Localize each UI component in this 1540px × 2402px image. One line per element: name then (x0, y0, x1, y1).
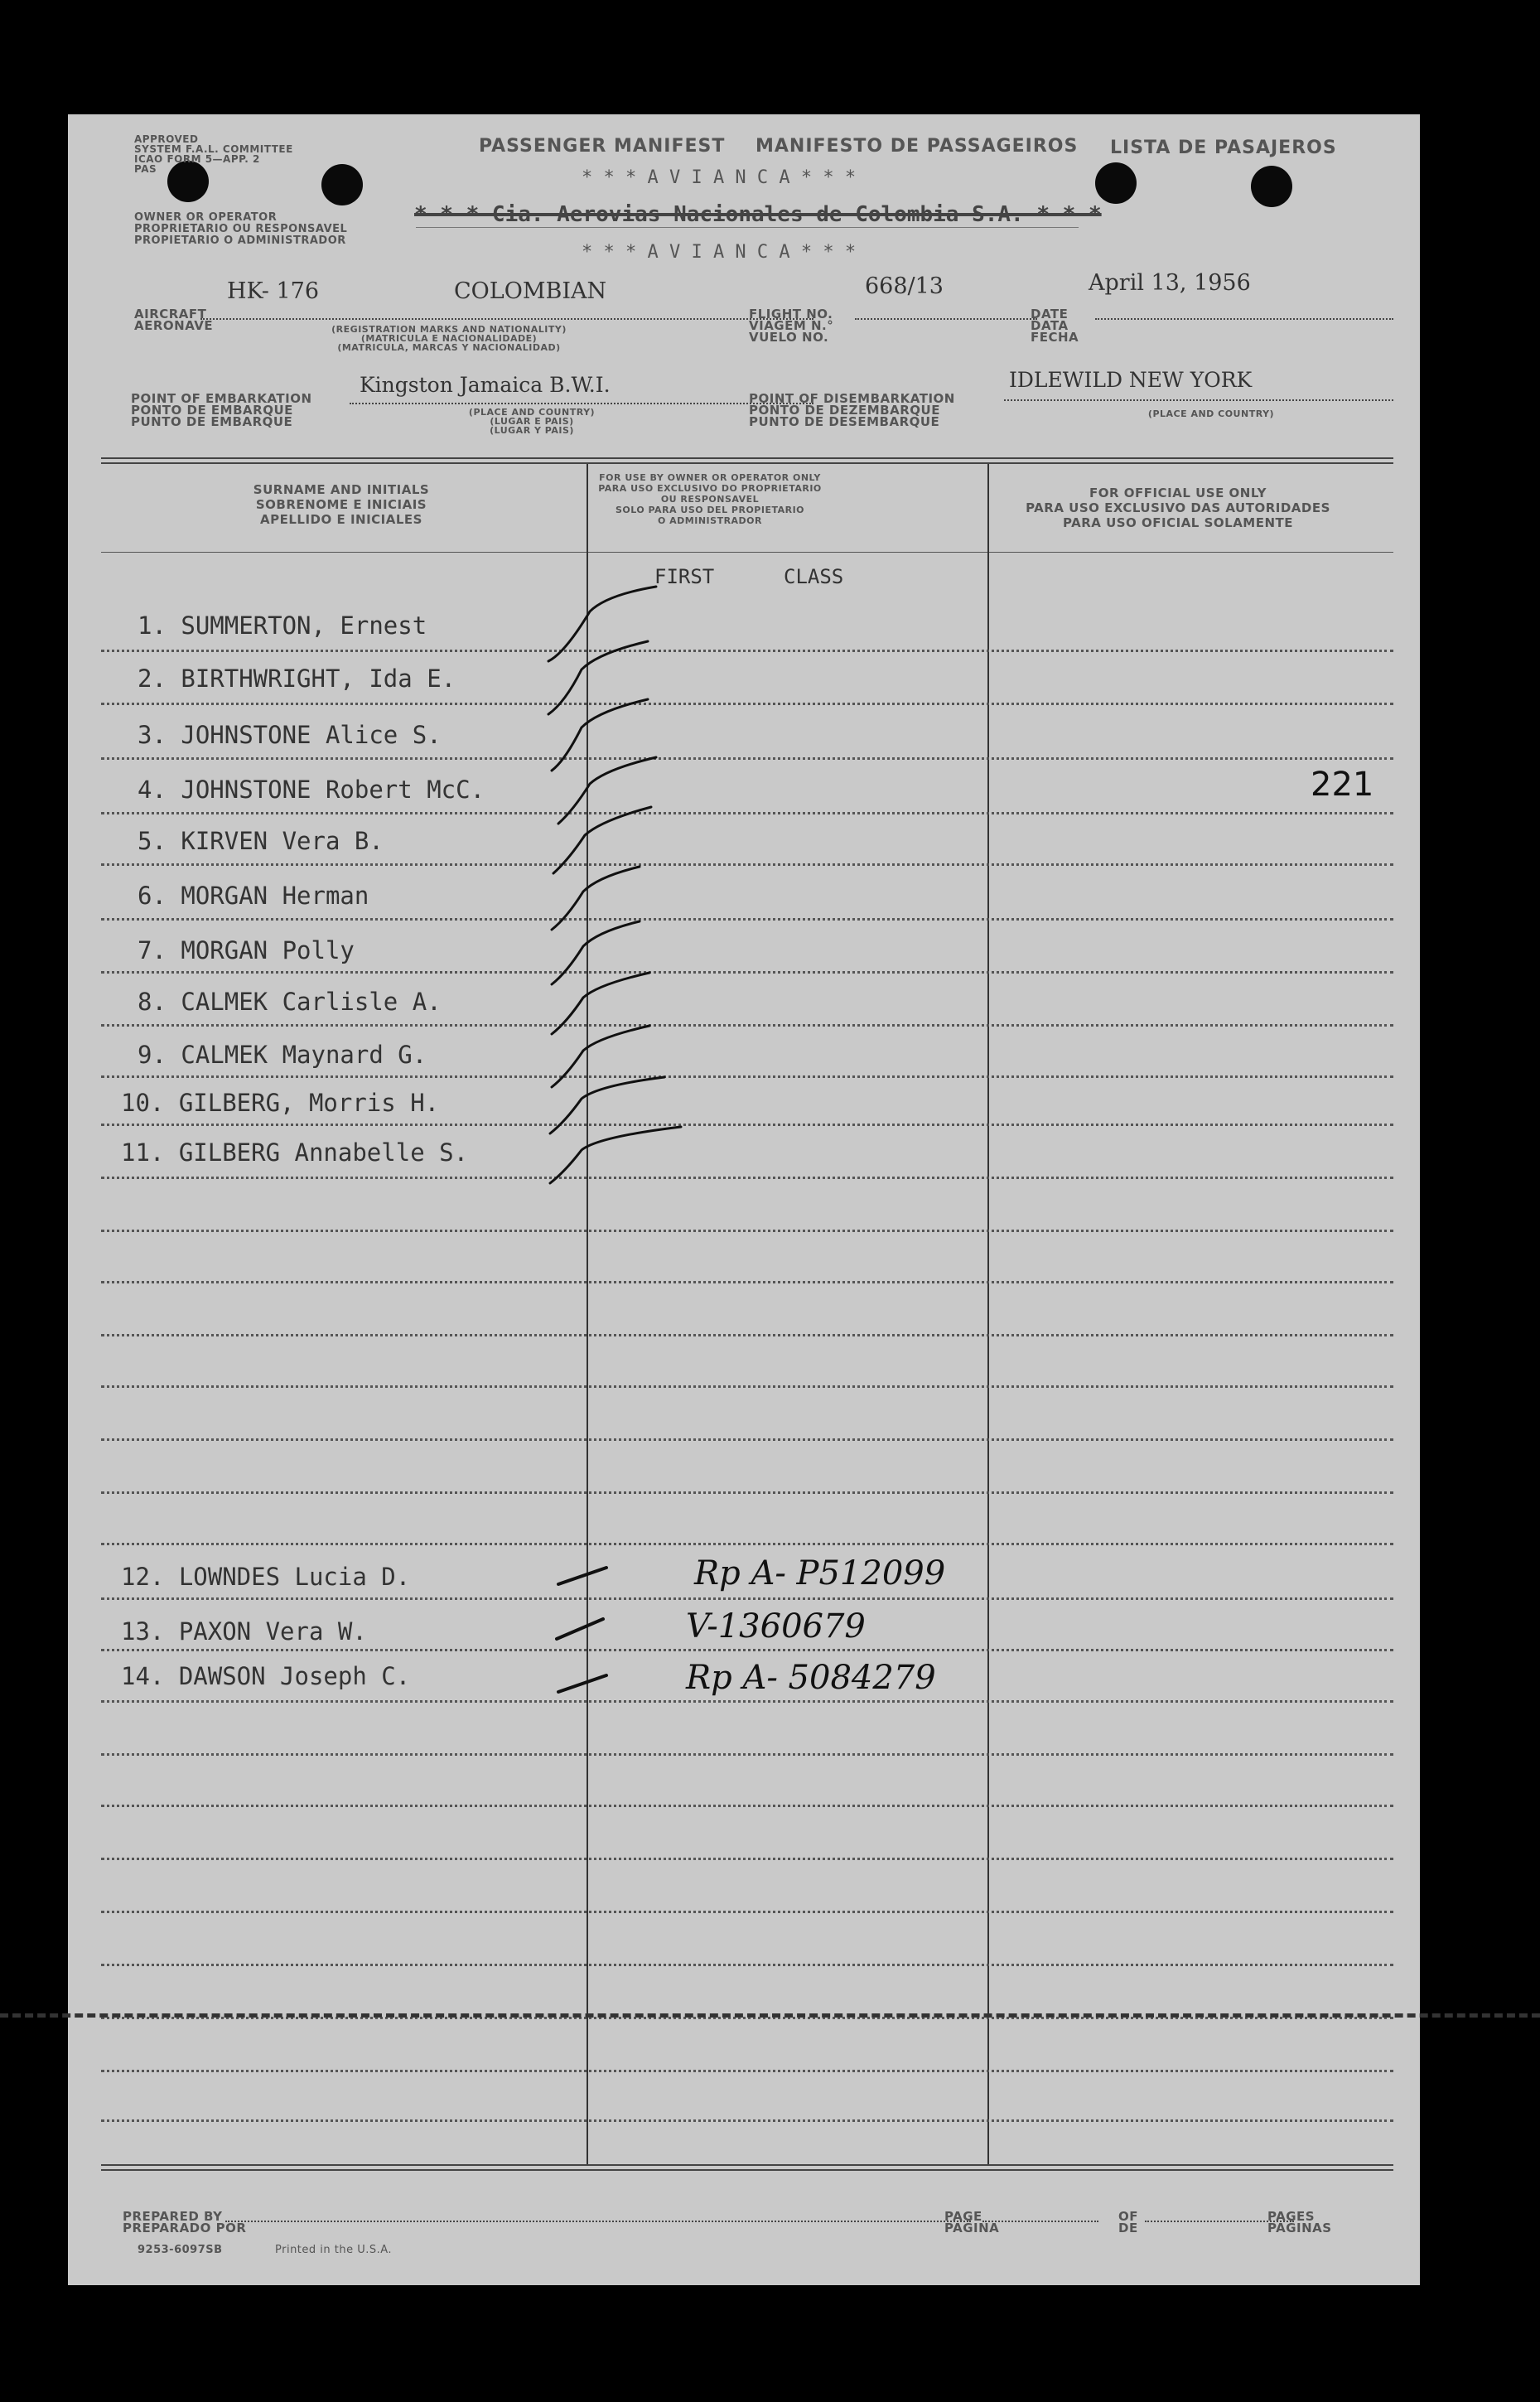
row-rule (101, 1543, 1393, 1545)
row-rule (101, 1334, 1393, 1336)
table-bottom-rule (101, 2164, 1393, 2166)
fold-crease (0, 2013, 1540, 2018)
operator-struck: * * * Cia. Aerovias Nacionales de Colombia S.A. * * * (414, 202, 1102, 227)
operator-underline (416, 227, 1079, 228)
passenger-row: 1. SUMMERTON, Ernest (138, 611, 427, 640)
row-rule (101, 1597, 1393, 1600)
passenger-row: 14. DAWSON Joseph C. (121, 1662, 411, 1690)
check-mark-12 (558, 1568, 606, 1584)
passenger-row: 9. CALMEK Maynard G. (138, 1041, 427, 1069)
row-rule (101, 1700, 1393, 1703)
row-rule (101, 1491, 1393, 1494)
passenger-row: 3. JOHNSTONE Alice S. (138, 721, 442, 749)
row-rule (101, 1858, 1393, 1860)
check-mark-3 (552, 699, 648, 771)
punch-hole (1251, 166, 1292, 207)
pages-label: PAGES PAGINAS (1267, 2209, 1332, 2235)
nationality-value: COLOMBIAN (454, 278, 607, 304)
owner-label: OWNER OR OPERATOR PROPRIETARIO OU RESPONSAVEL PROPIETARIO O ADMINISTRADOR (134, 211, 348, 247)
embark-value: Kingston Jamaica B.W.I. (360, 373, 611, 397)
passenger-row: 12. LOWNDES Lucia D. (121, 1563, 411, 1591)
class-class: CLASS (784, 565, 844, 588)
row-rule (101, 1753, 1393, 1756)
row-rule (101, 2070, 1393, 2072)
table-bottom-rule (101, 2169, 1393, 2171)
passport-note: Rp A- P512099 (694, 1554, 946, 1592)
passport-note: V-1360679 (686, 1607, 866, 1646)
avianca-bottom: * * * A V I A N C A * * * (582, 242, 857, 263)
registration-label: (REGISTRATION MARKS AND NATIONALITY) (MATRICULA E NACIONALIDADE) (MATRICULA, MARCAS Y NACIONALIDAD) (331, 324, 567, 353)
aircraft-value: HK- 176 (227, 278, 319, 304)
place-label-disembark: (PLACE AND COUNTRY) (1147, 408, 1275, 419)
passenger-row: 8. CALMEK Carlisle A. (138, 988, 442, 1016)
printed-in: Printed in the U.S.A. (275, 2244, 393, 2256)
approved-block: APPROVED SYSTEM F.A.L. COMMITTEE ICAO FORM 5—APP. 2 PAS (134, 133, 293, 175)
check-mark-13 (557, 1619, 603, 1639)
passenger-row: 4. JOHNSTONE Robert McC. (138, 776, 485, 804)
check-marks (540, 578, 789, 1274)
prepared-underline (225, 2221, 971, 2222)
official-number: 221 (1311, 766, 1374, 804)
embark-label: POINT OF EMBARKATION PONTO DE EMBARQUE PUNTO DE EMBARQUE (131, 391, 312, 429)
check-mark-11 (550, 1127, 681, 1183)
manifest-sheet (68, 114, 1420, 2285)
row-rule (101, 1805, 1393, 1807)
check-marks-lower (555, 1556, 654, 1697)
page-underline (982, 2221, 1098, 2222)
row-rule (101, 2119, 1393, 2122)
passenger-row: 5. KIRVEN Vera B. (138, 827, 384, 855)
aircraft-label: AIRCRAFT AERONAVE (134, 307, 214, 333)
row-rule (101, 1385, 1393, 1388)
place-label-embark: (PLACE AND COUNTRY) (LUGAR E PAIS) (LUGAR Y PAIS) (468, 407, 596, 436)
check-mark-9 (552, 1026, 649, 1087)
check-mark-4 (558, 757, 656, 824)
passenger-row: 6. MORGAN Herman (138, 882, 369, 910)
of-label: OF DE (1118, 2209, 1138, 2235)
title-pt: MANIFESTO DE PASSAGEIROS (756, 136, 1079, 157)
title-es: LISTA DE PASAJEROS (1110, 138, 1337, 158)
passenger-row: 2. BIRTHWRIGHT, Ida E. (138, 665, 456, 693)
date-underline (1095, 318, 1393, 320)
check-mark-6 (552, 867, 640, 930)
page-label: PAGE PAGINA (944, 2209, 1000, 2235)
row-rule (101, 1281, 1393, 1283)
passenger-row: 10. GILBERG, Morris H. (121, 1089, 440, 1117)
col3-header: FOR OFFICIAL USE ONLY PARA USO EXCLUSIVO DAS AUTORIDADES PARA USO OFICIAL SOLAMENTE (1026, 486, 1330, 530)
disembark-label: POINT OF DISEMBARKATION PONTO DE DEZEMBARQUE PUNTO DE DESEMBARQUE (749, 391, 955, 429)
prepared-by-label: PREPARED BY PREPARADO POR (123, 2209, 247, 2235)
col1-header: SURNAME AND INITIALS SOBRENOME E INICIAIS APELLIDO E INICIALES (253, 482, 430, 527)
embark-underline (350, 403, 813, 404)
title-en: PASSENGER MANIFEST (479, 136, 726, 157)
table-top-rule (101, 457, 1393, 459)
flight-no-label: FLIGHT NO. VIAGEM N.° VUELO NO. (749, 307, 834, 345)
header-rule (101, 552, 1393, 553)
flight-no-value: 668/13 (865, 273, 944, 299)
date-value: April 13, 1956 (1089, 270, 1251, 296)
check-mark-7 (552, 921, 640, 984)
passenger-row: 7. MORGAN Polly (138, 936, 355, 964)
punch-hole (321, 164, 363, 205)
col2-header: FOR USE BY OWNER OR OPERATOR ONLY PARA USO EXCLUSIVO DO PROPRIETARIO OU RESPONSAVEL SOLO PARA USO DEL PROPIETARIO O ADMINISTRADOR (598, 472, 822, 526)
check-mark-14 (558, 1675, 606, 1692)
check-mark-10 (550, 1077, 664, 1133)
row-rule (101, 1649, 1393, 1651)
row-rule (101, 1964, 1393, 1966)
flight-underline (855, 318, 1037, 320)
disembark-value: IDLEWILD NEW YORK (1009, 368, 1253, 392)
passenger-row: 11. GILBERG Annabelle S. (121, 1138, 469, 1167)
col-divider-2 (987, 464, 989, 2164)
punch-hole (1095, 162, 1137, 204)
passport-note: Rp A- 5084279 (686, 1659, 936, 1697)
passenger-row: 13. PAXON Vera W. (121, 1617, 367, 1646)
aircraft-underline (200, 318, 813, 320)
table-top-rule (101, 462, 1393, 464)
class-first: FIRST (654, 565, 715, 588)
check-mark-1 (548, 587, 656, 661)
disembark-underline (1004, 399, 1393, 401)
row-rule (101, 1911, 1393, 1913)
check-mark-8 (552, 973, 649, 1034)
row-rule (101, 1438, 1393, 1441)
avianca-top: * * * A V I A N C A * * * (582, 167, 857, 188)
date-label: DATE DATA FECHA (1031, 307, 1079, 345)
check-mark-5 (553, 807, 651, 873)
form-number: 9253-6097SB (138, 2244, 223, 2256)
